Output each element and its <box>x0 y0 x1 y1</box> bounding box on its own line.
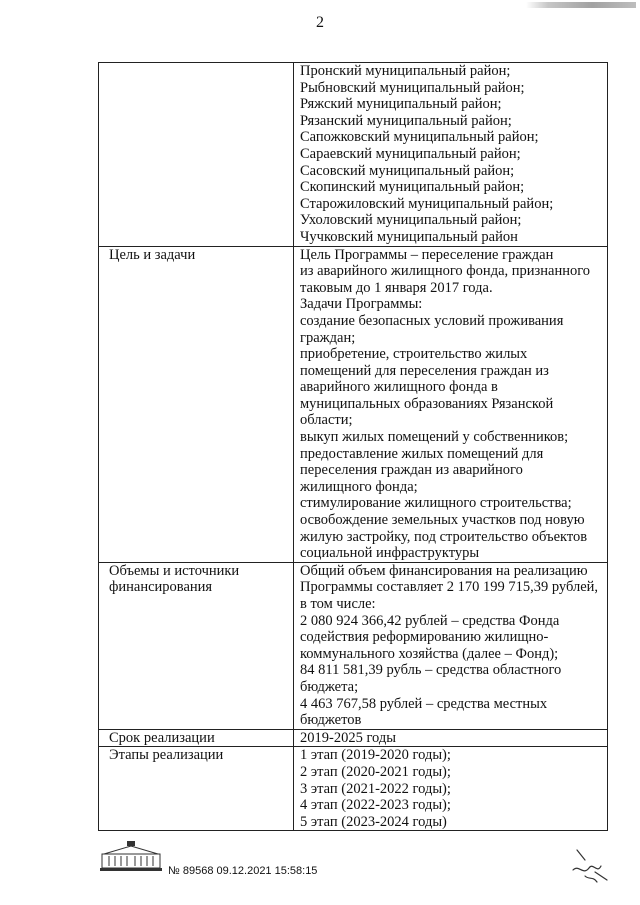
row-content-cell <box>294 562 608 729</box>
row-content-line: 2 этап (2020-2021 годы); <box>300 763 451 780</box>
government-building-emblem-icon <box>100 840 162 872</box>
row-content-line: 5 этап (2023-2024 годы) <box>300 813 447 830</box>
scan-edge-artifact <box>526 2 636 8</box>
row-content-line: жилищного фонда; <box>300 478 418 495</box>
row-content-line: 2019-2025 годы <box>300 729 396 746</box>
row-content-line: 4 463 767,58 рублей – средства местных <box>300 695 548 712</box>
row-label-line: Этапы реализации <box>109 747 224 764</box>
row-content-line: переселения граждан из аварийного <box>300 462 523 479</box>
table-row <box>99 63 608 247</box>
row-content-line: Общий объем финансирования на реализацию <box>300 562 588 579</box>
row-content-line: Скопинский муниципальный район; <box>300 179 525 196</box>
row-content-cell <box>294 729 608 747</box>
row-label-cell <box>99 562 294 729</box>
row-content-line: 84 811 581,39 рубль – средства областного <box>300 662 562 679</box>
row-content-line: стимулирование жилищного строительства; <box>300 495 572 512</box>
row-content-line: помещений для переселения граждан из <box>300 362 549 379</box>
row-content-line: Рязанский муниципальный район; <box>300 112 512 129</box>
row-content-line: Сапожковский муниципальный район; <box>300 129 539 146</box>
row-label-cell <box>99 729 294 747</box>
row-label-line: финансирования <box>109 579 213 596</box>
row-content-line: выкуп жилых помещений у собственников; <box>300 429 569 446</box>
row-content-line: таковым до 1 января 2017 года. <box>300 279 493 296</box>
row-label-line: Объемы и источники <box>109 562 240 579</box>
row-content-line: 1 этап (2019-2020 годы); <box>300 747 451 764</box>
row-label-cell <box>99 63 294 247</box>
row-content-line: аварийного жилищного фонда в <box>300 379 498 396</box>
row-content-line: Сасовский муниципальный район; <box>300 162 515 179</box>
row-label-cell <box>99 246 294 562</box>
row-content-line: 4 этап (2022-2023 годы); <box>300 797 451 814</box>
row-content-cell <box>294 747 608 831</box>
row-content-line: создание безопасных условий проживания <box>300 312 564 329</box>
row-content-line: Рыбновский муниципальный район; <box>300 79 525 96</box>
row-content-line: 2 080 924 366,42 рублей – средства Фонда <box>300 612 560 629</box>
row-label-line: Цель и задачи <box>109 246 196 263</box>
table-row <box>99 729 608 747</box>
row-content-line: содействия реформированию жилищно- <box>300 629 549 646</box>
row-content-line: Ухоловский муниципальный район; <box>300 212 522 229</box>
row-content-line: области; <box>300 412 353 429</box>
row-content-line: жилую застройку, под строительство объектов <box>300 528 588 545</box>
row-label-cell <box>99 747 294 831</box>
table-row <box>99 747 608 831</box>
page-number: 2 <box>316 14 324 31</box>
row-content-line: освобождение земельных участков под новую <box>300 512 585 529</box>
row-content-line: бюджетов <box>300 712 362 729</box>
handwritten-signature <box>555 846 615 886</box>
row-content-line: в том числе: <box>300 596 376 612</box>
row-content-line: Программы составляет 2 170 199 715,39 рублей, <box>300 579 599 596</box>
row-content-line: 3 этап (2021-2022 годы); <box>300 780 451 797</box>
row-content-line: социальной инфраструктуры <box>300 545 480 562</box>
row-content-line: Ряжский муниципальный район; <box>300 96 502 113</box>
row-content-line: Цель Программы – переселение граждан <box>300 246 554 263</box>
table-row <box>99 246 608 562</box>
program-passport-table <box>98 62 608 831</box>
document-registration-stamp: № 89568 09.12.2021 15:58:15 <box>168 865 318 877</box>
row-content-cell <box>294 246 608 562</box>
row-content-cell <box>294 63 608 247</box>
row-label-line: Срок реализации <box>109 729 215 746</box>
row-content-line: Чучковский муниципальный район <box>300 228 518 245</box>
table-row <box>99 562 608 729</box>
row-content-line: Старожиловский муниципальный район; <box>300 195 554 212</box>
row-content-line: бюджета; <box>300 678 359 695</box>
row-content-line: Задачи Программы: <box>300 296 423 313</box>
row-content-line: Сараевский муниципальный район; <box>300 145 521 162</box>
row-content-line: граждан; <box>300 329 356 346</box>
table-body <box>99 63 608 831</box>
row-content-line: предоставление жилых помещений для <box>300 445 544 462</box>
row-content-line: приобретение, строительство жилых <box>300 346 528 363</box>
row-content-line: коммунального хозяйства (далее – Фонд); <box>300 645 559 662</box>
row-content-line: Пронский муниципальный район; <box>300 63 511 79</box>
footer <box>100 838 640 898</box>
row-content-line: муниципальных образованиях Рязанской <box>300 395 554 412</box>
row-content-line: из аварийного жилищного фонда, признанного <box>300 263 591 280</box>
